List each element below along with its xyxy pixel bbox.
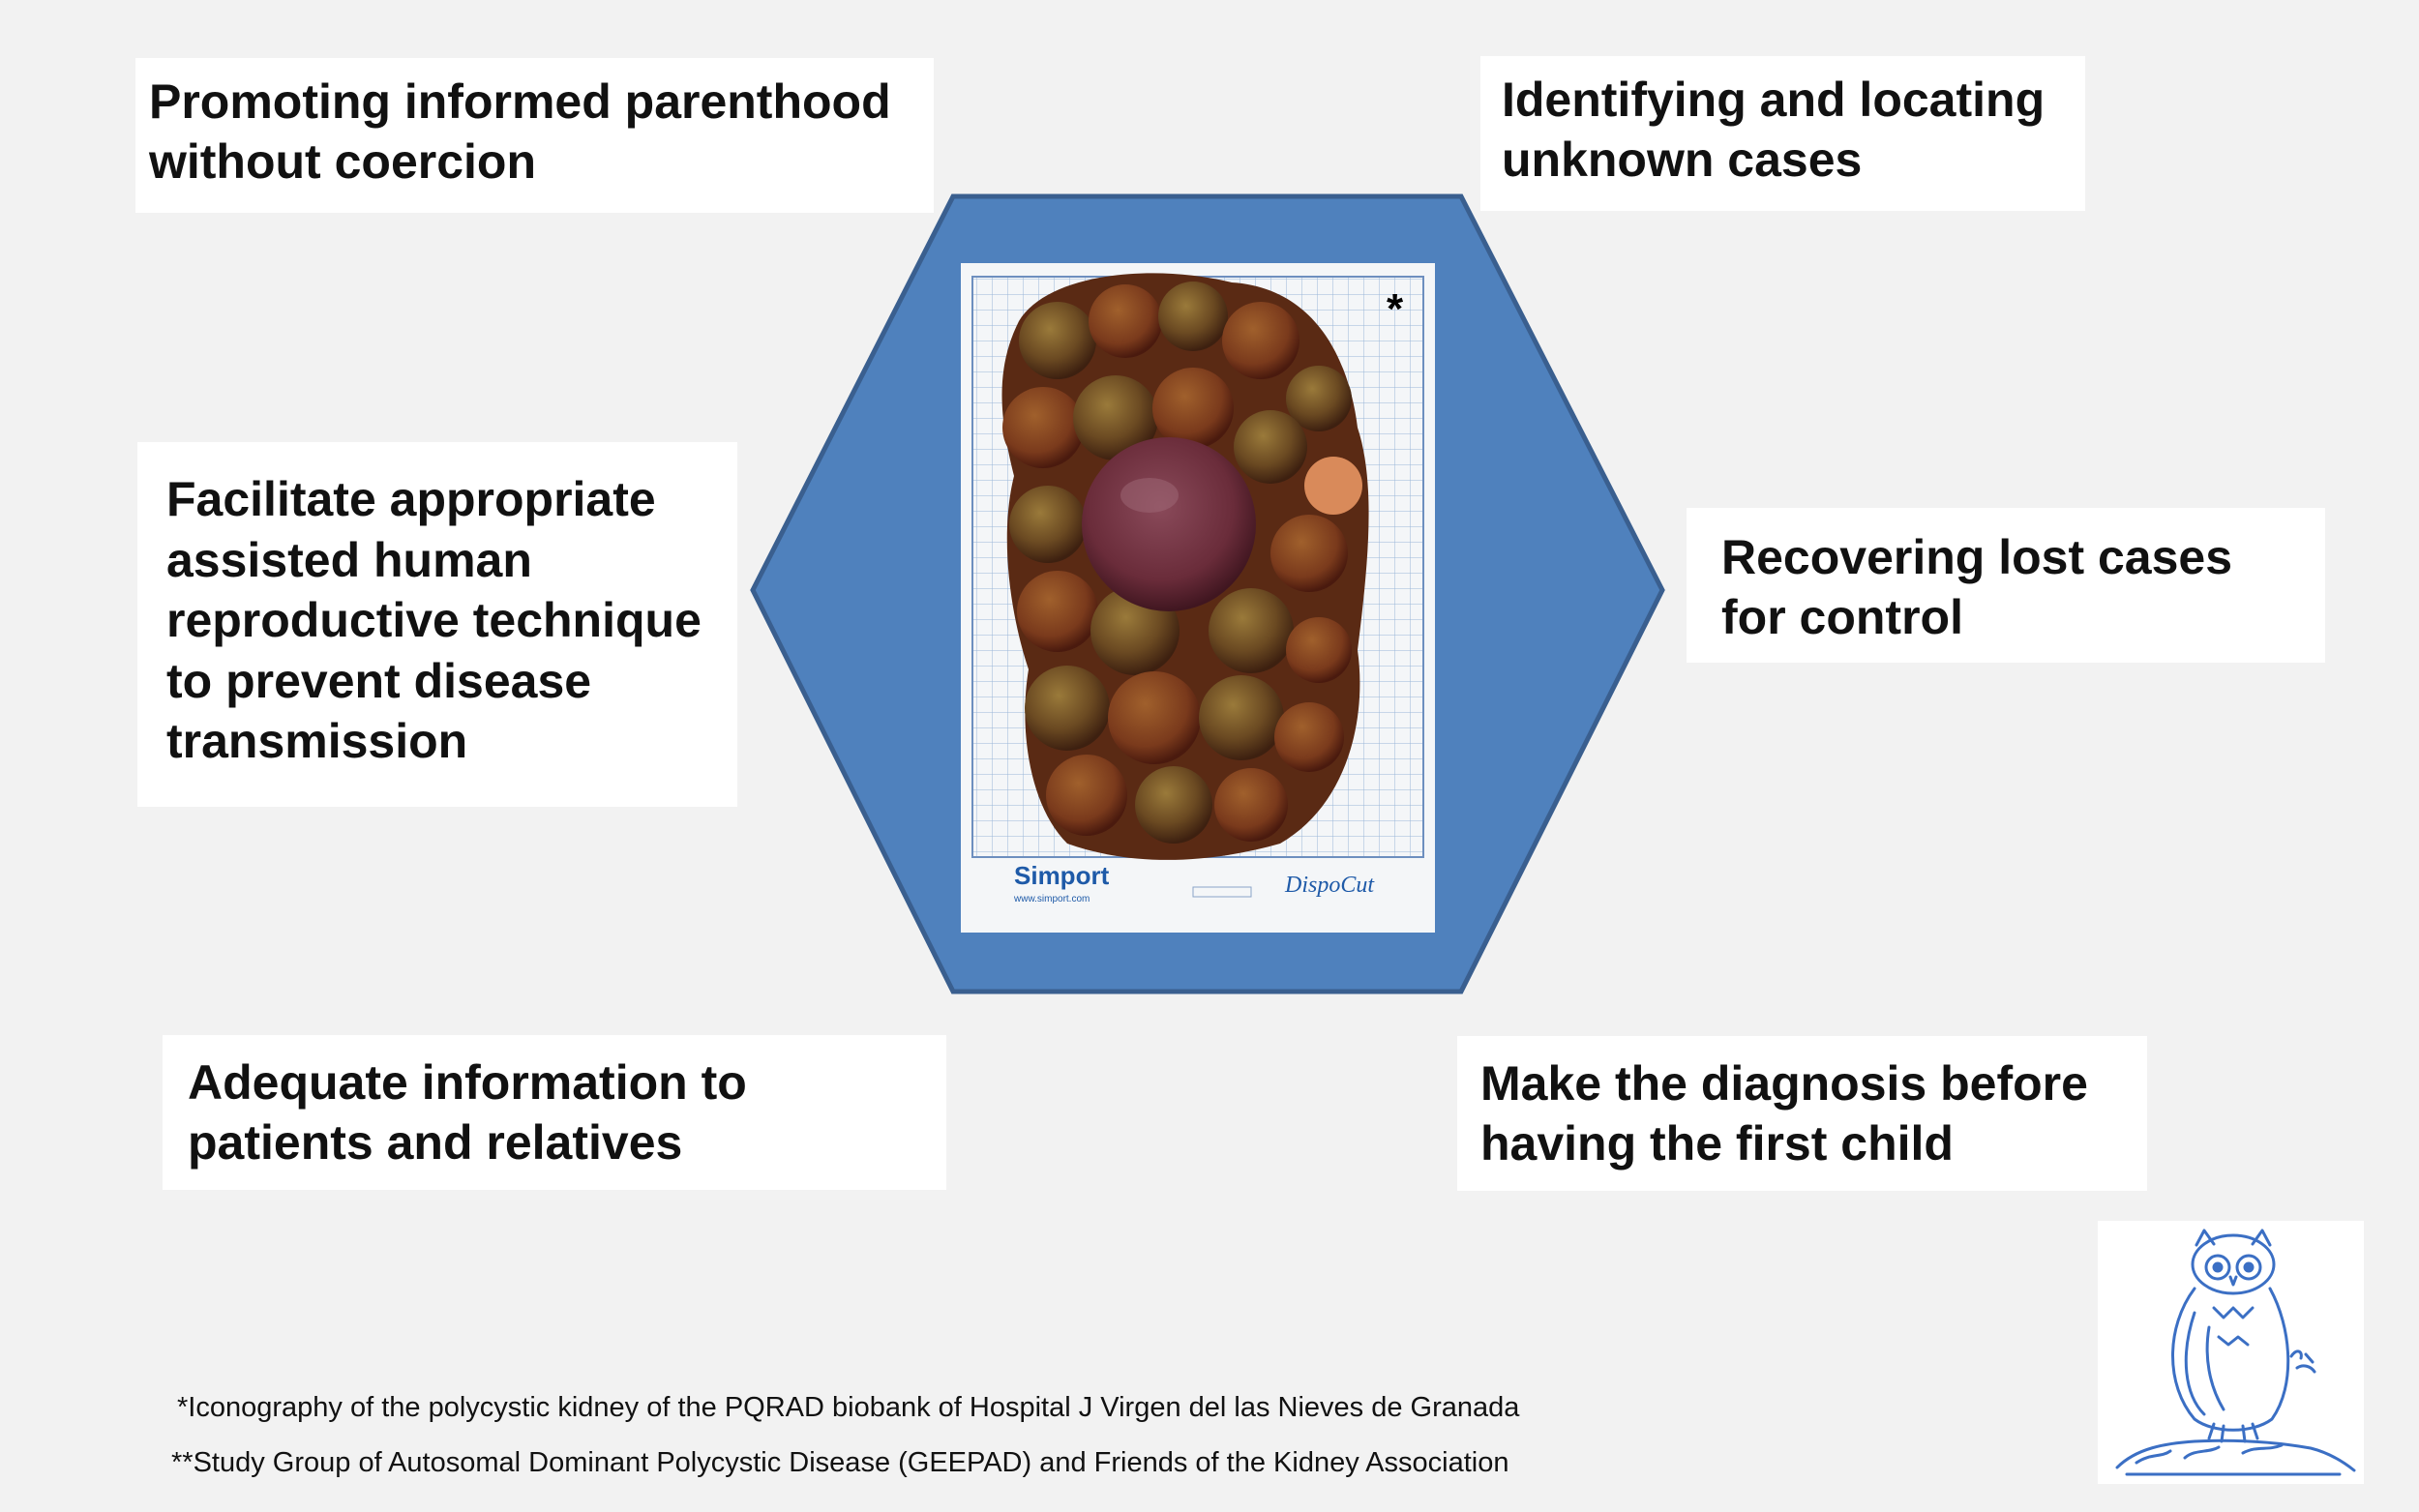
box-line: to prevent disease bbox=[166, 653, 592, 708]
box-adequate-information bbox=[163, 1035, 946, 1190]
box-diagnosis-before-child bbox=[1457, 1036, 2147, 1191]
box-line: unknown cases bbox=[1502, 133, 1863, 187]
box-line: patients and relatives bbox=[188, 1115, 683, 1170]
image-asterisk: * bbox=[1387, 285, 1404, 333]
board-brand: Simport bbox=[1014, 861, 1110, 890]
footnote-iconography: *Iconography of the polycystic kidney of the PQRAD biobank of Hospital J Virgen del las Nieves de Granada bbox=[177, 1392, 1520, 1423]
box-line: having the first child bbox=[1480, 1116, 1954, 1171]
box-line: Facilitate appropriate bbox=[166, 472, 656, 526]
box-line: Adequate information to bbox=[188, 1055, 747, 1110]
box-line: transmission bbox=[166, 714, 468, 768]
box-recovering-lost-cases bbox=[1687, 508, 2325, 663]
board-product: DispoCut bbox=[1285, 873, 1375, 898]
board-url: www.simport.com bbox=[1014, 894, 1090, 904]
owl-icon bbox=[2098, 1221, 2364, 1484]
box-informed-parenthood bbox=[135, 58, 934, 213]
footnote-study-group: **Study Group of Autosomal Dominant Polycystic Disease (GEEPAD) and Friends of the Kidney Association bbox=[171, 1447, 1509, 1478]
box-line: for control bbox=[1721, 590, 1963, 644]
kidney-specimen-image bbox=[961, 263, 1435, 933]
box-line: Promoting informed parenthood bbox=[149, 74, 891, 129]
box-line: assisted human bbox=[166, 532, 532, 587]
box-line: Identifying and locating bbox=[1502, 73, 2046, 127]
box-reproductive-technique bbox=[137, 442, 737, 807]
box-identifying-cases bbox=[1480, 56, 2085, 211]
box-line: Make the diagnosis before bbox=[1480, 1056, 2088, 1111]
box-line: without coercion bbox=[149, 134, 536, 189]
box-line: reproductive technique bbox=[166, 593, 702, 647]
box-line: Recovering lost cases bbox=[1721, 530, 2233, 584]
